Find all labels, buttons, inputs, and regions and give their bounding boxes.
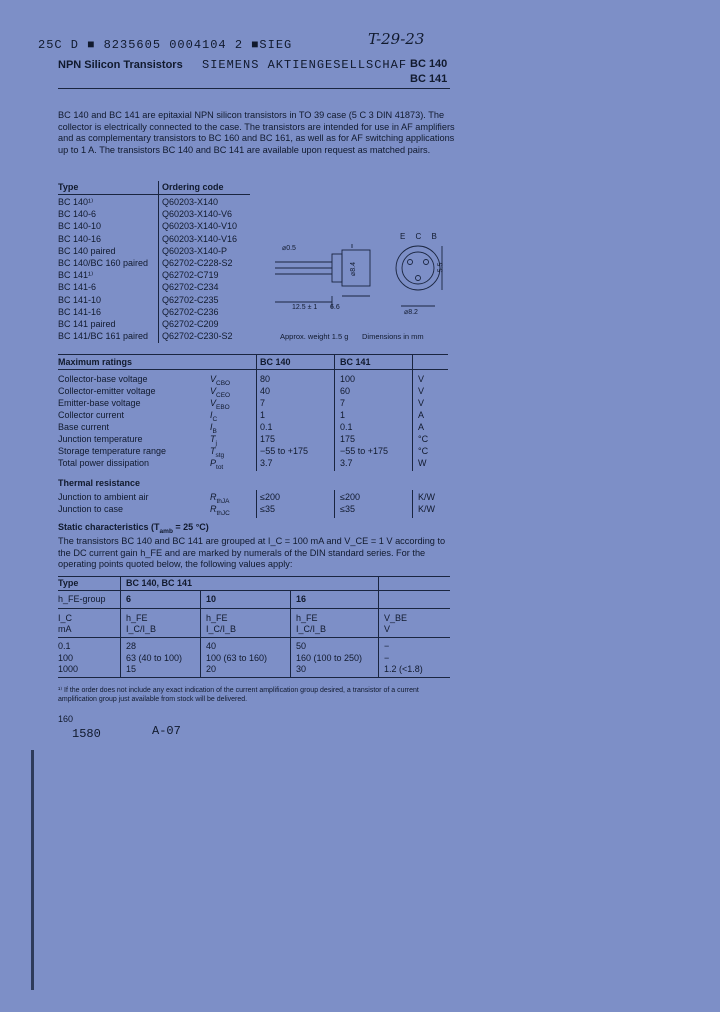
- ordering-rule: [58, 194, 250, 195]
- max-bc140-4: 0.1: [260, 422, 273, 432]
- max-param-3: Collector current: [58, 410, 125, 420]
- part-number-2: BC 141: [410, 73, 448, 85]
- static-ic: I_C: [58, 613, 73, 623]
- static-bottom-rule: [58, 677, 450, 678]
- static-ratio-2: I_C/I_B: [206, 624, 237, 634]
- thermal-param-1: Junction to case: [58, 504, 124, 514]
- static-cell-0-2: 40: [206, 641, 217, 651]
- max-unit-4: A: [418, 422, 425, 432]
- static-divider-3: [290, 591, 291, 677]
- thermal-unit-0: K/W: [418, 492, 435, 502]
- max-param-1: Collector-emitter voltage: [58, 386, 156, 396]
- static-cell-1-1: 63 (40 to 100): [126, 652, 183, 663]
- ordering-code-6: Q62702-C719: [162, 270, 219, 281]
- ordering-type-9: BC 141-16: [58, 306, 102, 317]
- ordering-type-6: BC 141¹⁾: [58, 270, 94, 281]
- static-cell-2-1: 15: [126, 664, 137, 674]
- static-divider-4: [378, 577, 379, 677]
- thermal-bc141-0: ≤200: [340, 492, 360, 502]
- static-col-types: BC 140, BC 141: [126, 578, 193, 588]
- ordering-type-1: BC 140-6: [58, 209, 97, 220]
- max-param-6: Storage temperature range: [58, 446, 167, 456]
- header-rule: [58, 88, 450, 89]
- thermal-divider-2: [334, 490, 335, 518]
- static-cell-2-3: 30: [296, 664, 307, 674]
- max-symbol-3: $I_C$: [210, 410, 218, 423]
- static-cell-1-4: −: [384, 652, 390, 663]
- weight-note: Approx. weight 1.5 g: [280, 332, 349, 341]
- max-param-4: Base current: [58, 422, 110, 432]
- thermal-divider-1: [256, 490, 257, 518]
- static-cell-0-3: 50: [296, 641, 307, 651]
- max-divider-1: [256, 355, 257, 471]
- ordering-code-0: Q60203-X140: [162, 197, 219, 207]
- dim-body: ⌀8.4: [349, 262, 357, 276]
- static-ratio-1: I_C/I_B: [126, 624, 157, 634]
- ordering-code-11: Q62702-C230-S2: [162, 331, 233, 342]
- ordering-type-8: BC 141-10: [58, 294, 102, 305]
- max-col-bc140: BC 140: [260, 357, 291, 367]
- ordering-code-9: Q62702-C236: [162, 306, 219, 317]
- thermal-bc140-0: ≤200: [260, 492, 280, 502]
- dimensions-note: Dimensions in mm: [362, 332, 424, 341]
- thermal-bc140-1: ≤35: [260, 504, 275, 514]
- static-cell-0-0: 0.1: [58, 641, 71, 651]
- margin-binding-mark: [31, 750, 34, 990]
- group-16: 16: [296, 594, 307, 604]
- max-unit-3: A: [418, 410, 425, 420]
- max-top-rule: [58, 354, 448, 355]
- max-divider-2: [334, 355, 335, 471]
- part-number-1: BC 140: [410, 58, 448, 70]
- group-6: 6: [126, 594, 132, 604]
- static-ma: mA: [58, 624, 72, 634]
- static-cell-2-0: 1000: [58, 664, 79, 674]
- static-cell-0-1: 28: [126, 641, 137, 651]
- static-cell-2-2: 20: [206, 664, 217, 674]
- code-line: 25C D ■ 8235605 0004104 2 ■SIEG: [38, 38, 293, 52]
- max-bc140-5: 175: [260, 434, 276, 444]
- max-bc141-6: −55 to +175: [340, 446, 389, 456]
- static-hfe-3: h_FE: [296, 613, 318, 623]
- ordering-code-7: Q62702-C234: [162, 282, 219, 293]
- static-hfe-2: h_FE: [206, 613, 228, 623]
- dim-length: 6.6: [330, 304, 340, 311]
- max-param-5: Junction temperature: [58, 434, 143, 444]
- static-v: V: [384, 624, 391, 634]
- dim-height: 5.5: [437, 262, 445, 273]
- dim-lead: ⌀0.5: [282, 245, 296, 252]
- max-unit-5: °C: [418, 434, 429, 444]
- max-bc141-1: 60: [340, 386, 351, 396]
- page-number: 160: [58, 714, 74, 724]
- ordering-type-0: BC 140¹⁾: [58, 197, 94, 207]
- max-header-rule: [58, 369, 448, 370]
- max-unit-7: W: [418, 458, 427, 468]
- max-unit-1: V: [418, 386, 425, 396]
- max-symbol-1: $V_{CEO}$: [210, 386, 231, 399]
- thermal-divider-3: [412, 490, 413, 518]
- max-symbol-7: $P_{tot}$: [210, 458, 224, 471]
- ordering-type-5: BC 140/BC 160 paired: [58, 258, 149, 268]
- static-divider-2: [200, 591, 201, 677]
- max-symbol-4: $I_B$: [210, 422, 217, 435]
- ordering-type-3: BC 140-16: [58, 233, 102, 244]
- dim-leads: 12.5 ± 1: [292, 304, 318, 311]
- max-bc141-2: 7: [340, 398, 346, 408]
- company-name: SIEMENS AKTIENGESELLSCHAF: [202, 58, 408, 72]
- ordering-type-7: BC 141-6: [58, 282, 97, 293]
- max-ratings-title: Maximum ratings: [58, 357, 133, 367]
- footer-code-1: 1580: [72, 727, 101, 741]
- max-symbol-0: $V_{CBO}$: [210, 374, 231, 387]
- static-paragraph: The transistors BC 140 and BC 141 are grouped at I_C = 100 mA and V_CE = 1 V according to the DC current gain h_FE and are marked by numerals of the DIN standard series. For the operating points quoted below, the following values apply:: [58, 536, 446, 569]
- max-col-bc141: BC 141: [340, 357, 371, 367]
- static-divider-1: [120, 577, 121, 677]
- ordering-type-11: BC 141/BC 161 paired: [58, 331, 149, 342]
- max-symbol-2: $V_{EBO}$: [210, 398, 230, 411]
- ordering-code-3: Q60203-X140-V16: [162, 233, 238, 244]
- max-bc141-5: 175: [340, 434, 356, 444]
- intro-paragraph: BC 140 and BC 141 are epitaxial NPN silicon transistors in TO 39 case (5 C 3 DIN 41873). The collector is electrically connected to the case. The transistors are intended for use in AF amplifiers and as complementary transistors to BC 160 and BC 161, as well as for AF switching applications up to 1 A. The transistors BC 140 and BC 141 are available upon request as matched pairs.: [58, 110, 455, 155]
- static-cell-1-3: 160 (100 to 250): [296, 652, 363, 663]
- max-symbol-6: $T_{stg}$: [210, 446, 225, 459]
- thermal-symbol-0: $R_{thJA}$: [210, 492, 230, 505]
- max-bc140-6: −55 to +175: [260, 446, 309, 456]
- ordering-divider: [158, 181, 159, 343]
- static-hfe-group: h_FE-group: [58, 594, 106, 604]
- ordering-code-2: Q60203-X140-V10: [162, 221, 238, 232]
- group-10: 10: [206, 594, 217, 604]
- static-top-rule: [58, 576, 450, 577]
- static-cell-2-4: 1.2 (<1.8): [384, 664, 423, 674]
- footnote: ¹⁾ If the order does not include any exact indication of the current amplification group desired, a transistor of a current amplification group just available from stock will be delivered.: [58, 687, 419, 703]
- static-cell-0-4: −: [384, 641, 390, 651]
- ordering-code-8: Q62702-C235: [162, 294, 219, 305]
- ordering-code-5: Q62702-C228-S2: [162, 258, 233, 268]
- static-rule-3: [58, 637, 450, 638]
- package-drawing: [270, 232, 450, 327]
- ordering-col-type: Type: [58, 182, 79, 192]
- max-bc141-0: 100: [340, 374, 356, 384]
- thermal-unit-1: K/W: [418, 504, 435, 514]
- static-col-type: Type: [58, 578, 79, 588]
- ordering-code-4: Q60203-X140-P: [162, 245, 228, 256]
- max-bc141-3: 1: [340, 410, 346, 420]
- max-bc140-2: 7: [260, 398, 266, 408]
- static-vbe: V_BE: [384, 613, 408, 623]
- max-bc141-4: 0.1: [340, 422, 353, 432]
- footer-code-2: A-07: [152, 724, 181, 738]
- static-cell-1-0: 100: [58, 652, 74, 663]
- max-unit-0: V: [418, 374, 425, 384]
- max-bc140-1: 40: [260, 386, 271, 396]
- static-ratio-3: I_C/I_B: [296, 624, 327, 634]
- max-param-7: Total power dissipation: [58, 458, 150, 468]
- static-rule-1: [58, 590, 450, 591]
- ordering-type-10: BC 141 paired: [58, 319, 116, 329]
- page-title: NPN Silicon Transistors: [58, 59, 183, 71]
- ordering-type-2: BC 140-10: [58, 221, 102, 232]
- pin-labels: E C B: [400, 232, 441, 241]
- max-param-0: Collector-base voltage: [58, 374, 148, 384]
- static-cell-1-2: 100 (63 to 160): [206, 652, 268, 663]
- dim-cap: ⌀8.2: [404, 309, 418, 316]
- max-unit-2: V: [418, 398, 425, 408]
- static-hfe-1: h_FE: [126, 613, 148, 623]
- ordering-type-4: BC 140 paired: [58, 245, 116, 256]
- ordering-col-code: Ordering code: [162, 182, 224, 192]
- thermal-param-0: Junction to ambient air: [58, 492, 149, 502]
- max-bc140-0: 80: [260, 374, 271, 384]
- max-bc140-3: 1: [260, 410, 266, 420]
- max-unit-6: °C: [418, 446, 429, 456]
- static-rule-2: [58, 608, 450, 609]
- static-title: Static characteristics ($T_{amb} = 25$ °C): [58, 522, 209, 535]
- ordering-code-1: Q60203-X140-V6: [162, 209, 233, 220]
- thermal-bc141-1: ≤35: [340, 504, 355, 514]
- thermal-title: Thermal resistance: [58, 478, 141, 488]
- thermal-symbol-1: $R_{thJC}$: [210, 504, 230, 517]
- max-divider-3: [412, 355, 413, 471]
- max-bc140-7: 3.7: [260, 458, 273, 468]
- handwritten-note: T-29-23: [368, 30, 425, 48]
- max-param-2: Emitter-base voltage: [58, 398, 141, 408]
- ordering-code-10: Q62702-C209: [162, 319, 219, 329]
- max-symbol-5: $T_j$: [210, 434, 217, 447]
- max-bc141-7: 3.7: [340, 458, 353, 468]
